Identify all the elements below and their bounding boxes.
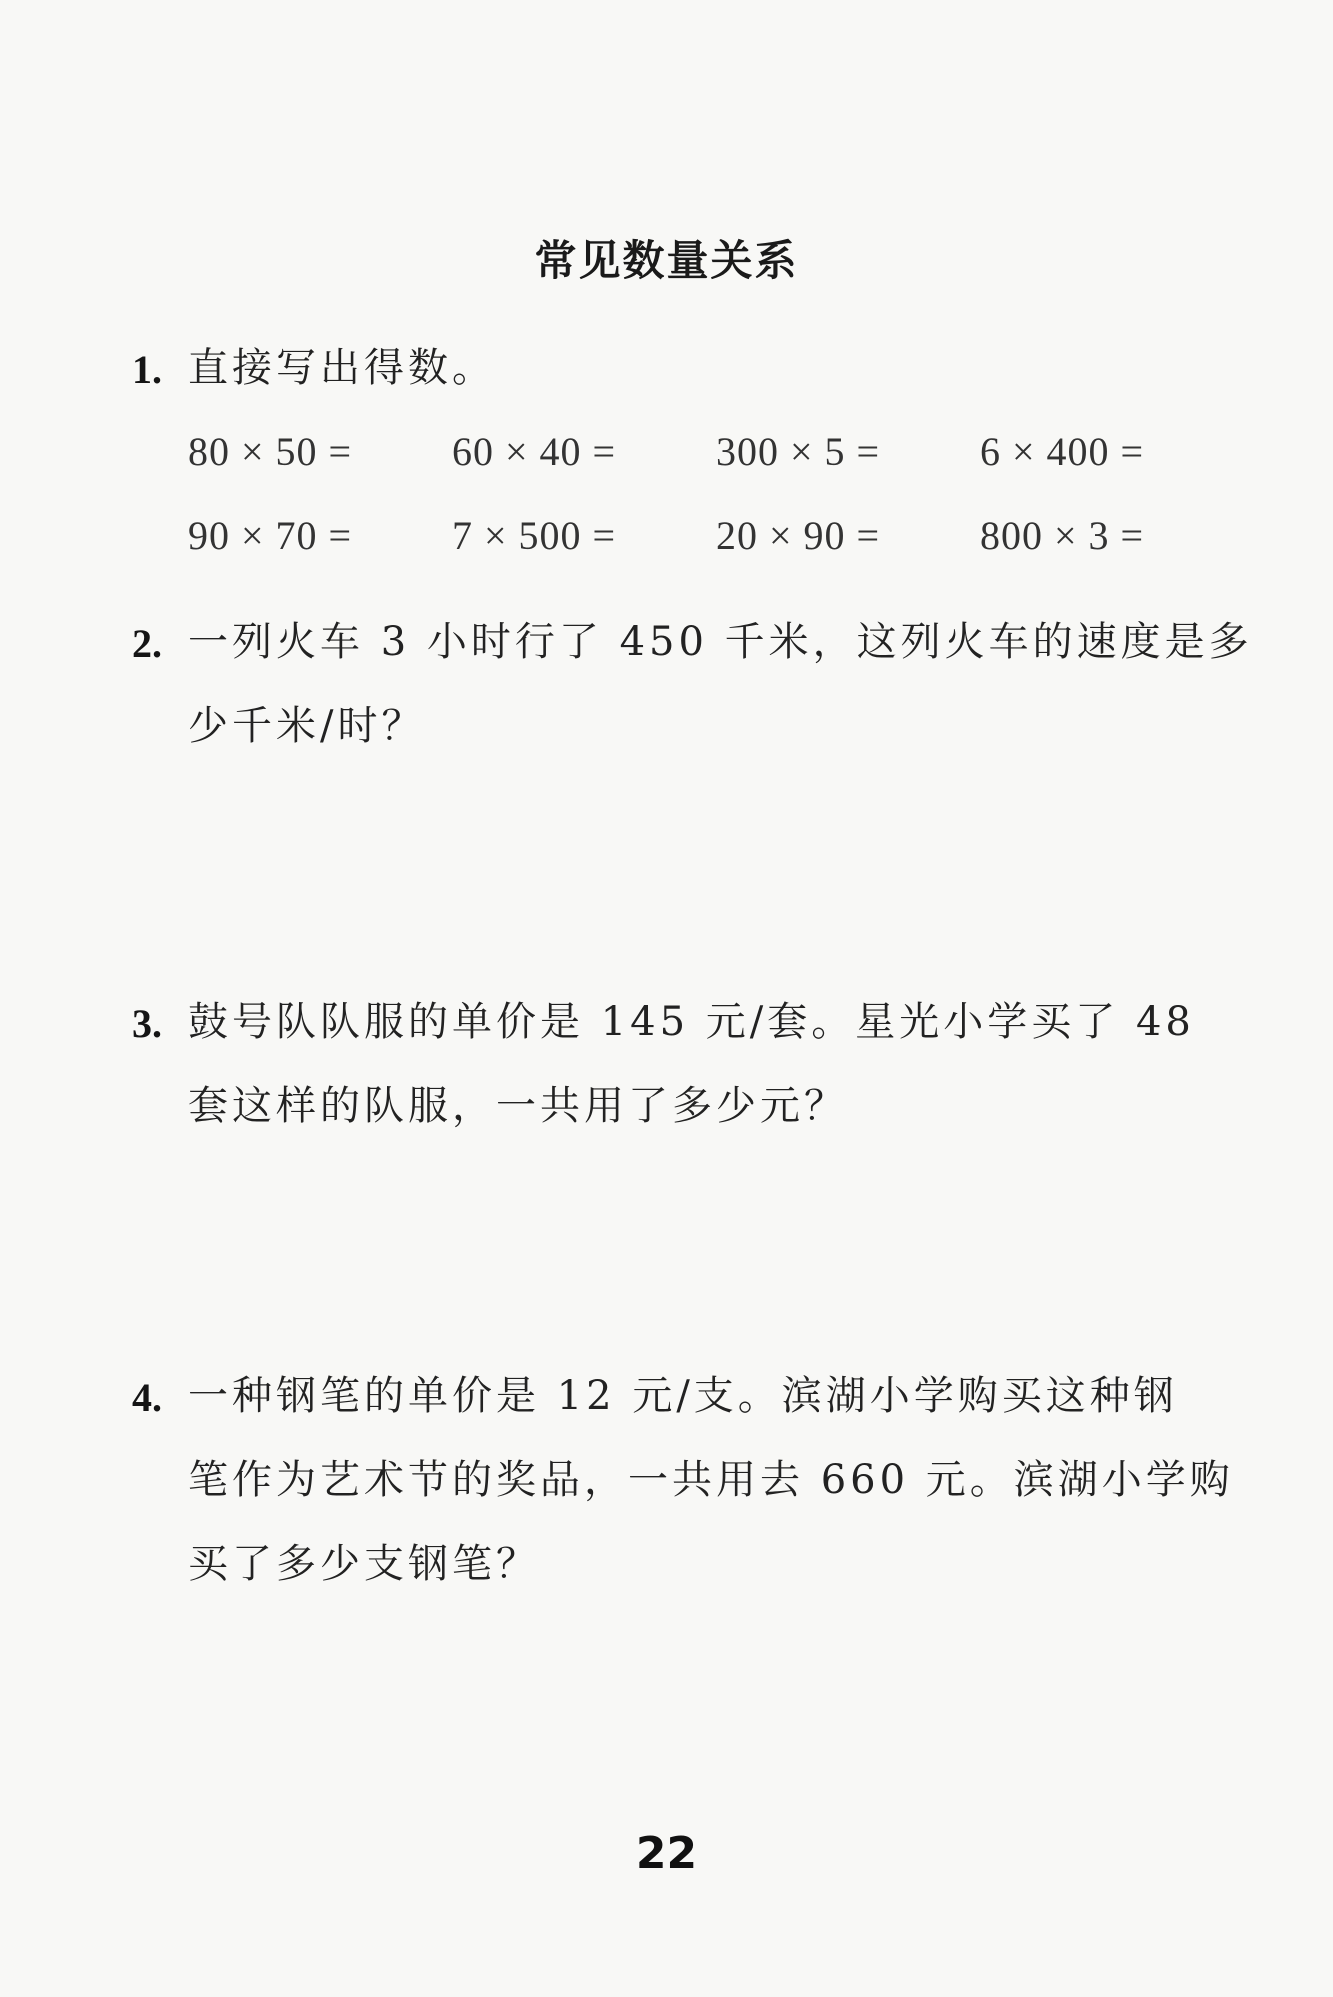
question-4-number: 4. [132,1375,162,1420]
question-4-line-2: 笔作为艺术节的奖品，一共用去 660 元。滨湖小学购 [188,1457,1234,1503]
question-1-text: 直接写出得数。 [188,345,496,391]
question-1-number: 1. [132,347,162,392]
question-3-line-1: 鼓号队队服的单价是 145 元/套。星光小学买了 48 [188,999,1195,1045]
expression-1-3: 300 × 5 = [716,429,881,474]
expression-1-1: 80 × 50 = [188,429,353,474]
question-2-number: 2. [132,621,162,666]
question-4-line-1: 一种钢笔的单价是 12 元/支。滨湖小学购买这种钢 [188,1373,1178,1419]
page-title: 常见数量关系 [534,236,799,285]
page-number: 22 [635,1828,698,1879]
question-4-line-3: 买了多少支钢笔？ [188,1541,540,1587]
expression-2-2: 7 × 500 = [452,513,617,558]
expression-2-1: 90 × 70 = [188,513,353,558]
question-3-number: 3. [132,1001,162,1046]
expression-2-3: 20 × 90 = [716,513,881,558]
expression-2-4: 800 × 3 = [980,513,1145,558]
expression-1-2: 60 × 40 = [452,429,617,474]
question-2-line-1: 一列火车 3 小时行了 450 千米，这列火车的速度是多 [188,619,1253,665]
expression-1-4: 6 × 400 = [980,429,1145,474]
question-3-line-2: 套这样的队服，一共用了多少元？ [188,1083,848,1129]
question-2-line-2: 少千米/时？ [188,703,426,749]
